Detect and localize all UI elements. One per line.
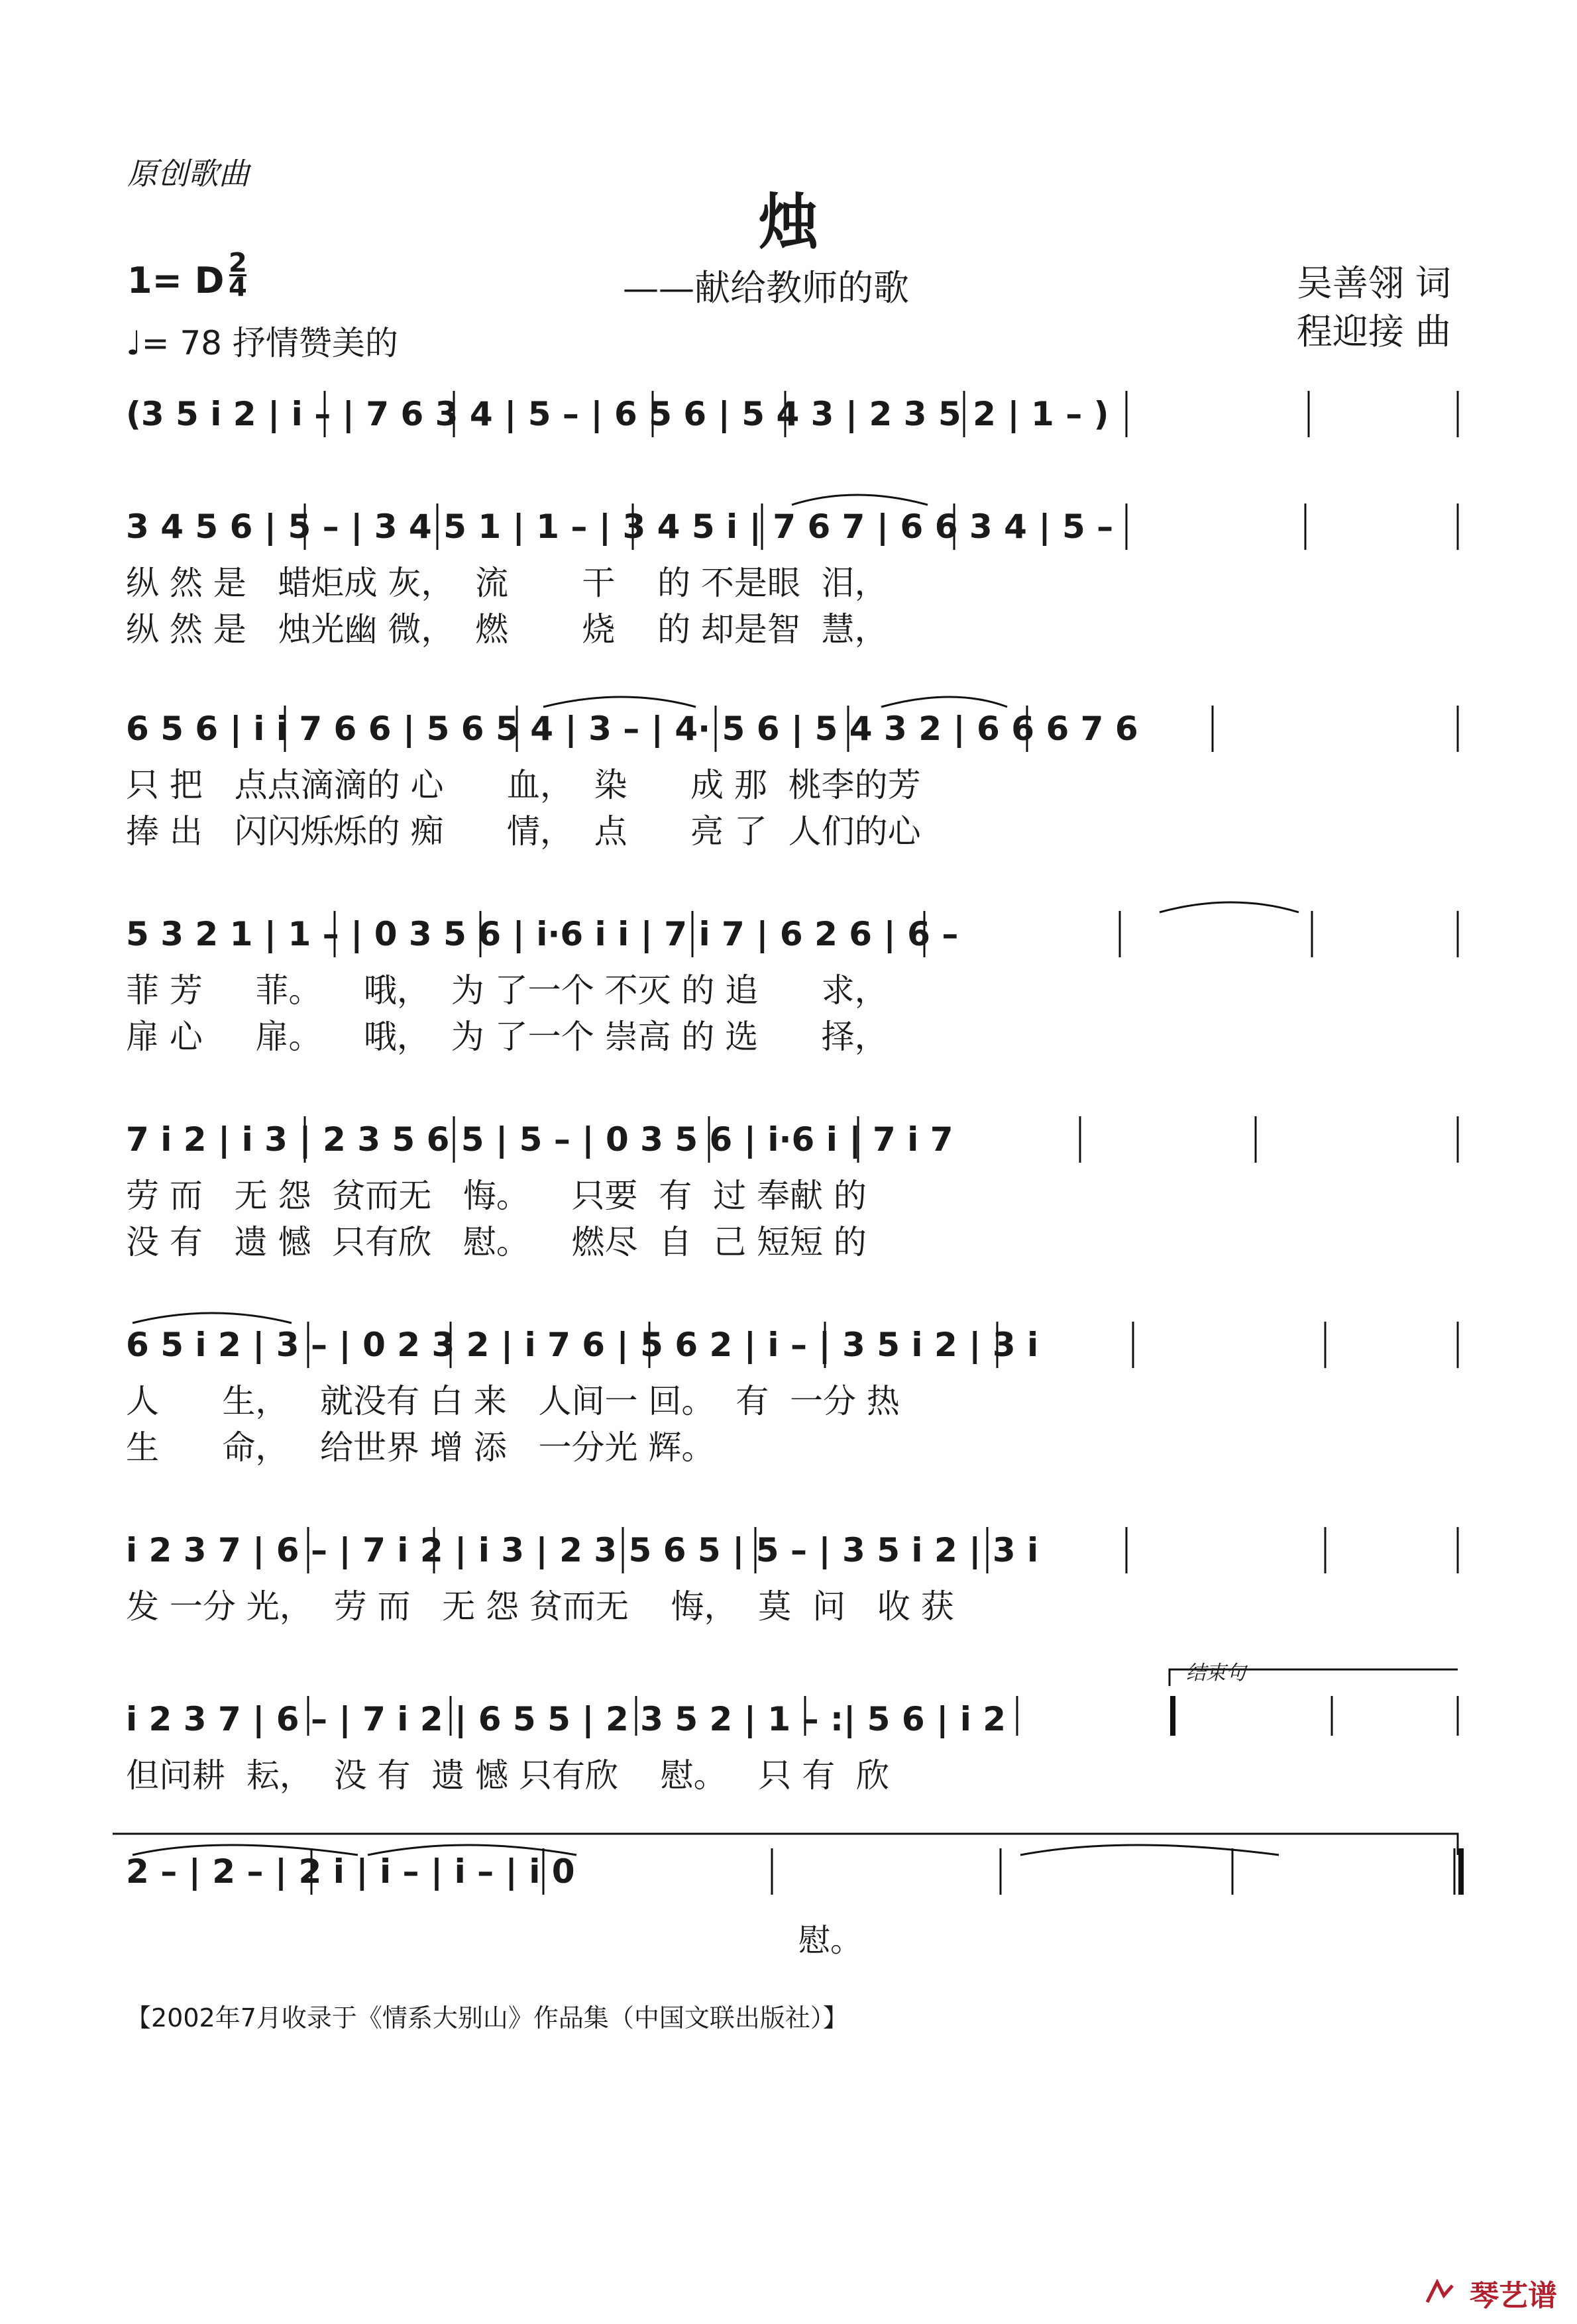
system-4-lyrics-verse-2: 扉 心 扉。 哦， 为 了一个 崇高 的 选 择， <box>126 1018 888 1056</box>
song-title: 烛 <box>757 186 819 258</box>
time-signature-bottom: 4 <box>229 272 247 303</box>
system-2-lyrics-verse-1: 纵 然 是 蜡炬成 灰， 流 干 的 不是眼 泪， <box>126 564 888 602</box>
system-6-notes: 6 5 i 2 | 3 – | 0 2 3 2 | i 7 6 | 5 6 2 | i – | 3 5 i 2 | 3 i <box>126 1326 1039 1364</box>
score-system-5 <box>0 1103 1577 1322</box>
system-9-notes: 2 – | 2 – | 2 i | i – | i – | i 0 <box>126 1852 575 1891</box>
system-6-lyrics-verse-2: 生 命， 给世界 增 添 一分光 辉。 <box>126 1428 715 1467</box>
song-subtitle: ——献给教师的歌 <box>623 267 909 309</box>
system-3-lyrics-verse-2: 捧 出 闪闪烁烁的 痴 情， 点 亮 了 人们的心 <box>126 812 921 851</box>
publication-footnote: 【2002年7月收录于《情系大别山》作品集（中国文联出版社）】 <box>126 2003 848 2033</box>
system-1-notes: (3 5 i 2 | i – | 7 6 3 4 | 5 – | 6 5 6 | 5 4 3 | 2 3 5 2 | 1 – ) <box>126 395 1109 433</box>
time-signature <box>229 248 247 303</box>
system-5-lyrics-verse-1: 劳 而 无 怨 贫而无 悔。 只要 有 过 奉献 的 <box>126 1177 867 1215</box>
time-signature-top: 2 <box>229 248 247 278</box>
system-2-lyrics-verse-2: 纵 然 是 烛光幽 微， 燃 烧 的 却是智 慧， <box>126 610 888 649</box>
system-8-lyrics-verse-1: 但问耕 耘， 没 有 遗 憾 只有欣 慰。 只 有 欣 <box>126 1756 889 1795</box>
category-label: 原创歌曲 <box>127 156 249 191</box>
system-4-notes: 5 3 2 1 | 1 – | 0 3 5 6 | i·6 i i | 7 i 7 | 6 2 6 | 6 – <box>126 915 959 953</box>
system-5-notes: 7 i 2 | i 3 | 2 3 5 6 5 | 5 – | 0 3 5 6 | i·6 i | 7 i 7 <box>126 1120 953 1159</box>
system-3-lyrics-verse-1: 只 把 点点滴滴的 心 血， 染 成 那 桃李的芳 <box>126 766 921 804</box>
system-8-notes: i 2 3 7 | 6 – | 7 i 2 | 6 5 5 | 2 3 5 2 | 1 – :| 5 6 | i 2 <box>126 1700 1006 1738</box>
key-signature: 1= D <box>127 260 225 301</box>
watermark-text: 琴艺谱 <box>1470 2279 1557 2313</box>
score-system-2 <box>0 490 1577 709</box>
tempo-marking: ♩= 78 抒情赞美的 <box>126 324 398 362</box>
system-4-lyrics-verse-1: 菲 芳 菲。 哦， 为 了一个 不灭 的 追 求， <box>126 971 888 1010</box>
system-6-lyrics-verse-1: 人 生， 就没有 白 来 人间一 回。 有 一分 热 <box>126 1382 900 1420</box>
score-system-4 <box>0 898 1577 1116</box>
system-3-notes: 6 5 6 | i i 7 6 6 | 5 6 5 4 | 3 – | 4· 5 6 | 5 4 3 2 | 6 6 6 7 6 <box>126 710 1138 748</box>
ending-label: 结束句 <box>1186 1662 1246 1685</box>
system-2-notes: 3 4 5 6 | 5 – | 3 4 5 1 | 1 – | 3 4 5 i | 7 6 7 | 6 6 3 4 | 5 – <box>126 507 1114 546</box>
system-7-notes: i 2 3 7 | 6 – | 7 i 2 | i 3 | 2 3 5 6 5 | 5 – | 3 5 i 2 | 3 i <box>126 1531 1039 1569</box>
lyricist-credit: 吴善翎 词 <box>1296 262 1451 304</box>
score-system-6 <box>0 1308 1577 1527</box>
system-9-lyrics-verse-1: 慰。 <box>798 1922 863 1959</box>
system-7-lyrics-verse-1: 发 一分 光， 劳 而 无 怨 贫而无 悔， 莫 问 收 获 <box>126 1587 954 1626</box>
logo-icon <box>1424 2279 1456 2313</box>
composer-credit: 程迎接 曲 <box>1296 311 1451 352</box>
score-system-3 <box>0 692 1577 911</box>
system-5-lyrics-verse-2: 没 有 遗 憾 只有欣 慰。 燃尽 自 己 短短 的 <box>126 1223 867 1261</box>
watermark <box>1424 2272 1557 2314</box>
